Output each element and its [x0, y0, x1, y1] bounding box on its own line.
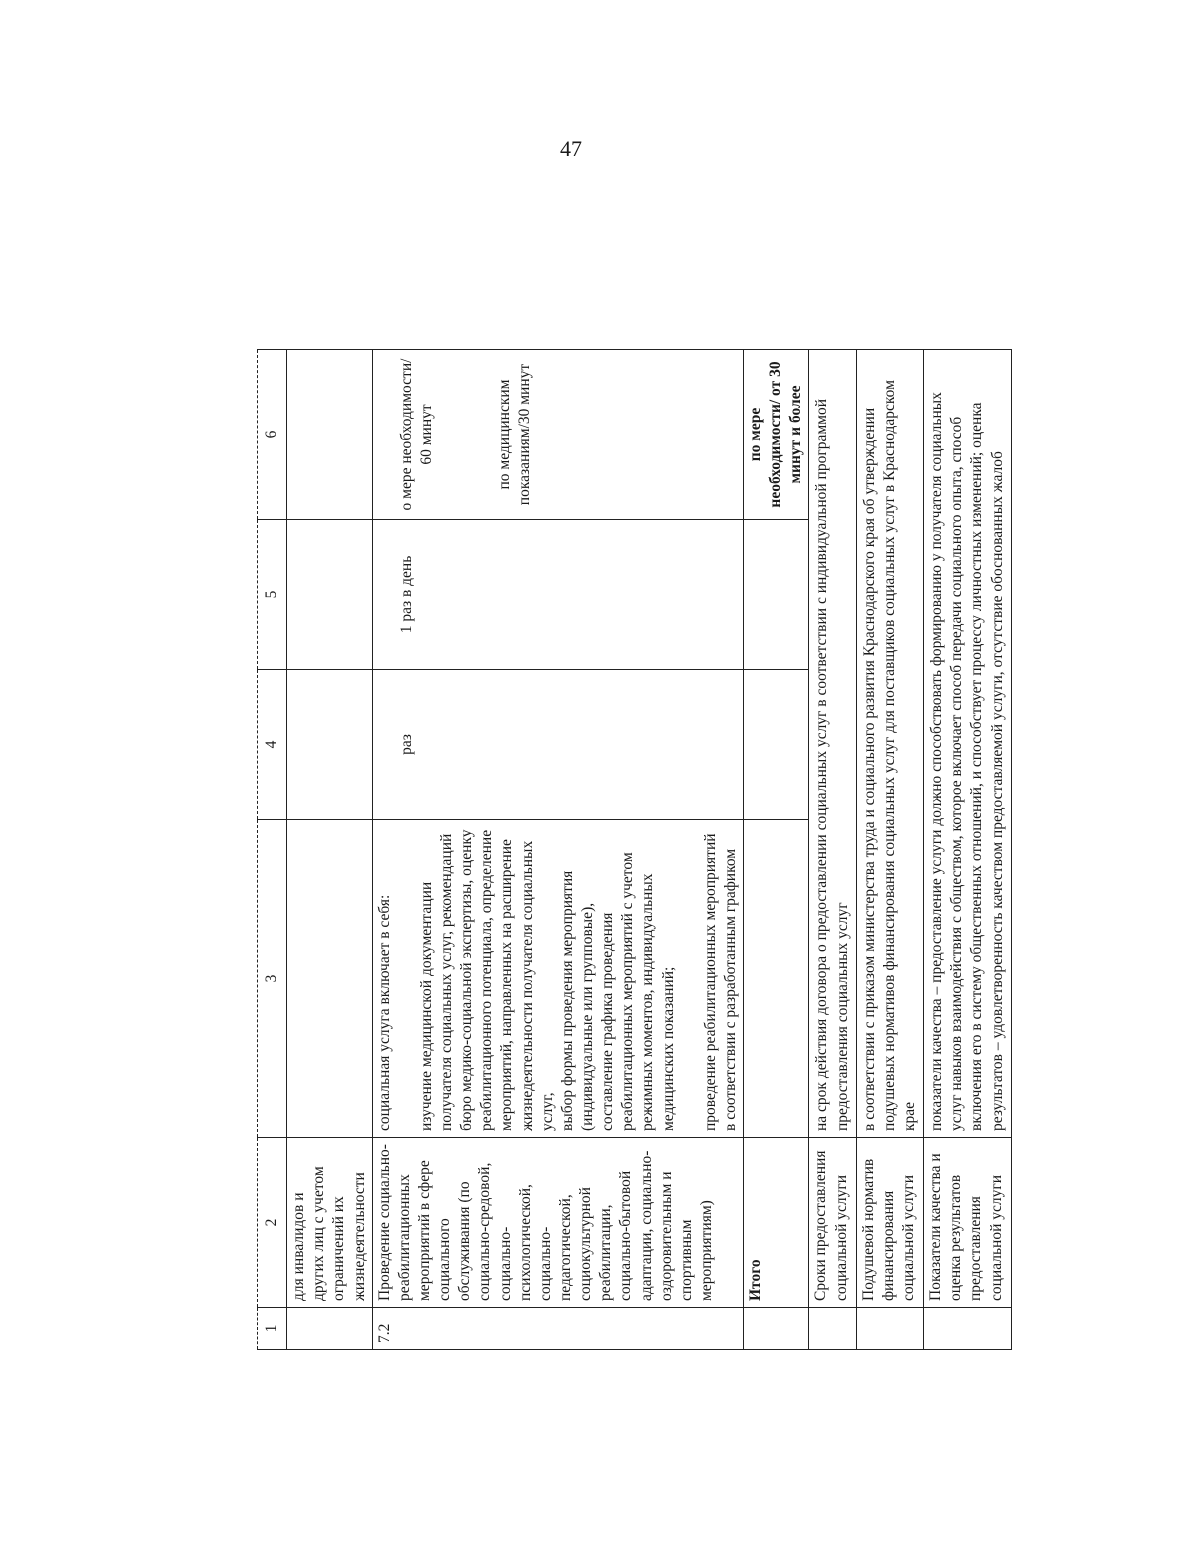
frequency: 1 раз в день: [397, 555, 415, 634]
info-text: показатели качества – предоставление услуги должно способствовать формированию у получателя социальных услуг навыков взаимодействия с обществом, которое включает способ передачи социального опыта, способ включения его в систему общественных отношений, и способствует процессу личностных изменений; оценка результатов – удовлетворенность качеством предоставляемой услуги, отсутствие обоснованных жалоб: [924, 350, 1012, 1138]
info-text: на срок действия договора о предоставлении социальных услуг в соответствии с индивидуальной программой предоставления социальных услуг: [809, 350, 856, 1138]
info-label: Сроки предоставления социальной услуги: [809, 1138, 856, 1308]
info-label: Показатели качества и оценка результатов предоставления социальной услуги: [924, 1138, 1012, 1308]
header-row: [258, 350, 287, 1350]
continued-service-name: для инвалидов и других лиц с учетом ограничений их жизнедеятельности: [287, 1138, 373, 1308]
frequency-cell: [372, 520, 743, 670]
services-table: [257, 349, 1012, 1350]
info-label: Подушевой норматив финансирования социальной услуги: [856, 1138, 923, 1308]
header-cell: 6: [258, 350, 287, 520]
description-part-1: изучение медицинской документации получателя социальных услуг, рекомендаций бюро медико-социальной экспертизы, оценку реабилитационного потенциала, определение мероприятий, направленных на расширение жизнедеятельности получателя социальных услуг,: [417, 829, 556, 1131]
unit: раз: [397, 734, 415, 755]
continued-row: [287, 350, 373, 1350]
info-row-terms: [809, 350, 856, 1350]
description-part-3: проведение реабилитационных мероприятий в соответствии с разработанным графиком: [701, 833, 739, 1131]
info-row-financing: [856, 350, 923, 1350]
total-value: по мере необходимости/ от 30 минут и более: [743, 350, 808, 520]
info-text: в соответствии с приказом министерства труда и социального развития Краснодарского края об утверждении подушевых нормативов финансирования социальных услуг для поставщиков социальных услуг в Краснодарском крае: [856, 350, 923, 1138]
duration-cell: [372, 350, 743, 520]
service-row-7-2: [372, 350, 743, 1350]
header-cell: 2: [258, 1138, 287, 1308]
rotated-table-wrapper: [257, 350, 1007, 1350]
service-name: Проведение социально-реабилитационных мероприятий в сфере социального обслуживания (по социально-средовой, социально-психологической, социально-педагогической, социокультурной реабилитации, социально-бытовой адаптации, социально-оздоровительным и спортивным мероприятиям): [372, 1138, 743, 1308]
unit-cell: [372, 670, 743, 820]
row-number: 7.2: [372, 1308, 743, 1350]
duration-2: по медицинским показаниям/30 минут: [495, 363, 534, 506]
total-label: Итого: [743, 1138, 808, 1308]
header-cell: 1: [258, 1308, 287, 1350]
header-cell: 4: [258, 670, 287, 820]
description-intro: социальная услуга включает в себя:: [375, 894, 393, 1131]
header-cell: 5: [258, 520, 287, 670]
header-cell: 3: [258, 820, 287, 1138]
total-row: [743, 350, 808, 1350]
page-number: 47: [560, 136, 582, 161]
service-description: [372, 820, 743, 1138]
description-part-2: выбор формы проведения мероприятия (индивидуальные или групповые), составление графика проведения реабилитационных мероприятий с учетом режимных моментов, индивидуальных медицинских показаний;: [558, 852, 677, 1131]
duration-1: о мере необходимости/ 60 минут: [397, 358, 435, 511]
info-row-quality: [924, 350, 1012, 1350]
